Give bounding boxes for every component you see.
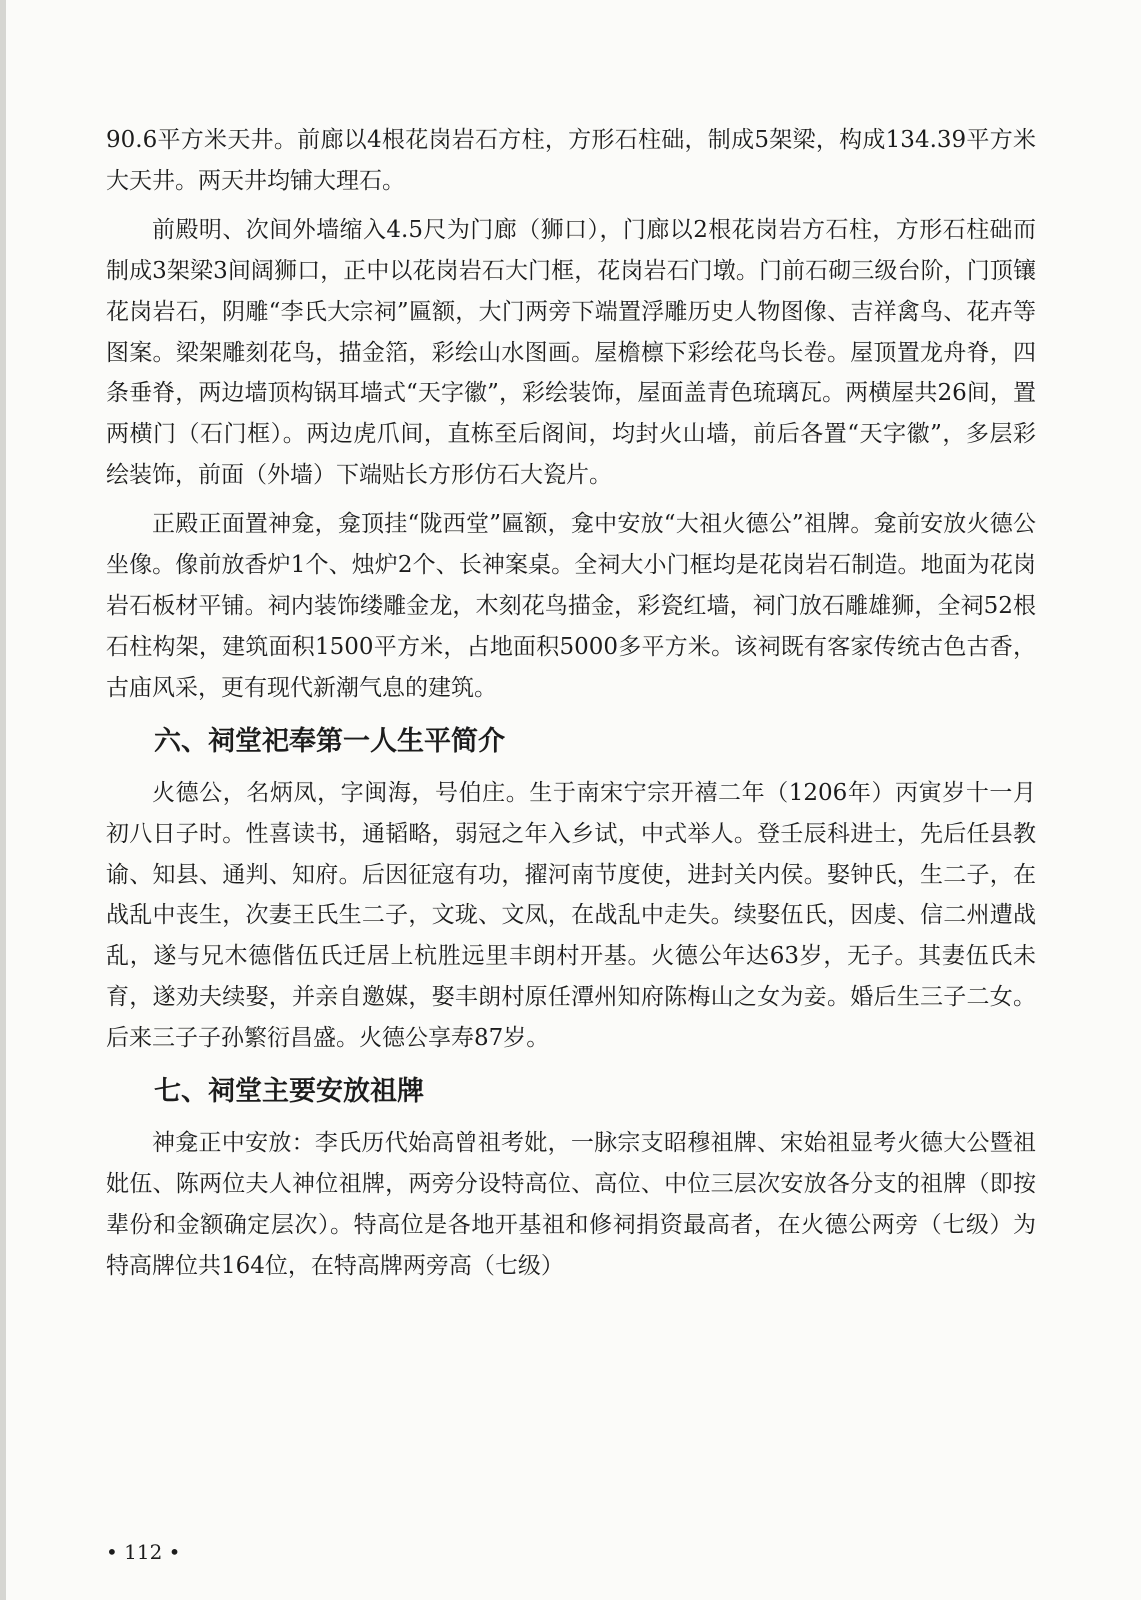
section-6-paragraph: 火德公，名炳凤，字闽海，号伯庄。生于南宋宁宗开禧二年（1206年）丙寅岁十一月初八日子时。性喜读书，通韬略，弱冠之年入乡试，中式举人。登壬辰科进士，先后任县教谕、知县、通判、知府。后因征寇有功，擢河南节度使，进封关内侯。娶钟氏，生二子，在战乱中丧生，次妻王氏生二子，文珑、文凤，在战乱中走失。续娶伍氏，因虔、信二州遭战乱，遂与兄木德偕伍氏迁居上杭胜远里丰朗村开基。火德公年达63岁，无子。其妻伍氏未育，遂劝夫续娶，并亲自邀媒，娶丰朗村原任潭州知府陈梅山之女为妾。婚后生三子二女。后来三子子孙繁衍昌盛。火德公享寿87岁。: [106, 779, 1036, 1052]
body-text: [106, 120, 1036, 1295]
section-7-paragraph: 神龛正中安放：李氏历代始高曾祖考妣，一脉宗支昭穆祖牌、宋始祖显考火德大公暨祖妣伍、陈两位夫人神位祖牌，两旁分设特高位、高位、中位三层次安放各分支的祖牌（即按辈份和金额确定层次）。特高位是各地开基祖和修祠捐资最高者，在火德公两旁（七级）为特高牌位共164位，在特高牌两旁高（七级）: [106, 1130, 1036, 1279]
section-6-heading: 六、祠堂祀奉第一人生平简介: [154, 725, 505, 757]
paragraph-front-hall: 前殿明、次间外墙缩入4.5尺为门廊（狮口），门廊以2根花岗岩方石柱，方形石柱础而制成3架梁3间阔狮口，正中以花岗岩石大门框，花岗岩石门墩。门前石砌三级台阶，门顶镶花岗岩石，阴雕“李氏大宗祠”匾额，大门两旁下端置浮雕历史人物图像、吉祥禽鸟、花卉等图案。梁架雕刻花鸟，描金箔，彩绘山水图画。屋檐檩下彩绘花鸟长卷。屋顶置龙舟脊，四条垂脊，两边墙顶构锅耳墙式“天字徽”，彩绘装饰，屋面盖青色琉璃瓦。两横屋共26间，置两横门（石门框）。两边虎爪间，直栋至后阁间，均封火山墙，前后各置“天字徽”，多层彩绘装饰，前面（外墙）下端贴长方形仿石大瓷片。: [106, 216, 1036, 489]
paragraph-main-hall: 正殿正面置神龛，龛顶挂“陇西堂”匾额，龛中安放“大祖火德公”祖牌。龛前安放火德公坐像。像前放香炉1个、烛炉2个、长神案桌。全祠大小门框均是花岗岩石制造。地面为花岗岩石板材平铺。祠内装饰缕雕金龙，木刻花鸟描金，彩瓷红墙，祠门放石雕雄狮，全祠52根石柱构架，建筑面积1500平方米，占地面积5000多平方米。该祠既有客家传统古色古香，古庙风采，更有现代新潮气息的建筑。: [106, 511, 1036, 701]
paragraph-continued: 90.6平方米天井。前廊以4根花岗岩石方柱，方形石柱础，制成5架梁，构成134.39平方米大天井。两天井均铺大理石。: [106, 127, 1036, 194]
page-number: • 112 •: [106, 1540, 181, 1564]
scan-edge: [0, 0, 6, 1600]
section-7-heading: 七、祠堂主要安放祖牌: [154, 1076, 424, 1108]
